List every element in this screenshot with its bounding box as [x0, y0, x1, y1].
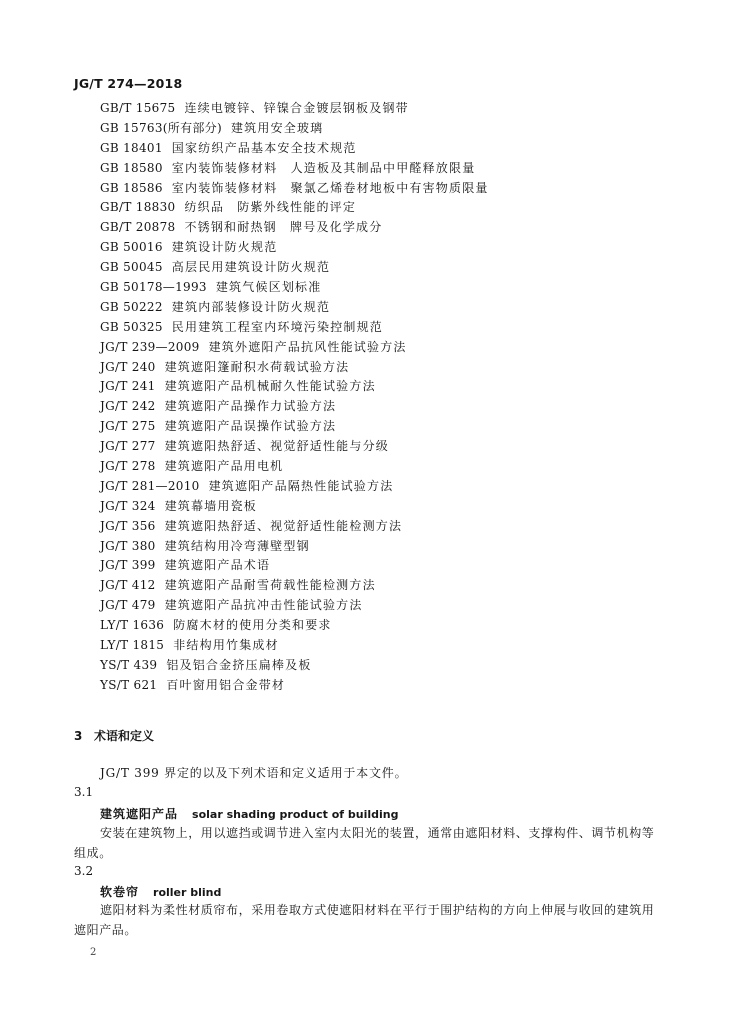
reference-title: 建筑遮阳产品机械耐久性能试验方法	[164, 379, 376, 394]
reference-code: GB 50325	[100, 319, 163, 334]
reference-title: 纺织品 防紫外线性能的评定	[184, 200, 357, 215]
reference-code: GB 50045	[100, 260, 163, 275]
reference-title: 民用建筑工程室内环境污染控制规范	[171, 319, 383, 334]
reference-item	[100, 298, 660, 318]
reference-item	[100, 179, 660, 199]
reference-item	[100, 537, 660, 557]
reference-item	[100, 159, 660, 179]
reference-code: GB/T 18830	[100, 200, 176, 215]
reference-item	[100, 517, 660, 537]
reference-code: JG/T 275	[100, 419, 156, 434]
reference-item	[100, 377, 660, 397]
section-title: 术语和定义	[94, 729, 155, 743]
reference-code: LY/T 1815	[100, 638, 165, 653]
reference-title: 建筑气候区划标准	[215, 280, 322, 295]
reference-title: 室内装饰装修材料 人造板及其制品中甲醛释放限量	[171, 160, 476, 175]
reference-code: JG/T 277	[100, 439, 156, 454]
reference-item	[100, 596, 660, 616]
reference-title: 防腐木材的使用分类和要求	[173, 618, 332, 633]
reference-title: 建筑结构用冷弯薄壁型钢	[164, 538, 310, 553]
reference-code: GB 15763(所有部分)	[100, 120, 222, 135]
reference-title: 建筑遮阳产品术语	[164, 558, 271, 573]
reference-title: 非结构用竹集成材	[173, 638, 279, 653]
term-definition: 遮阳材料为柔性材质帘布，采用卷取方式使遮阳材料在平行于围护结构的方向上伸展与收回的建筑用遮阳产品。	[74, 903, 655, 937]
reference-title: 百叶窗用铝合金带材	[166, 677, 286, 692]
reference-code: JG/T 240	[100, 359, 156, 374]
reference-code: GB 50178—1993	[100, 280, 207, 295]
reference-code: GB/T 15675	[100, 101, 176, 115]
reference-title: 国家纺织产品基本安全技术规范	[171, 140, 357, 155]
reference-item	[100, 258, 660, 278]
reference-title: 建筑遮阳产品耐雪荷载性能检测方法	[164, 578, 376, 593]
reference-title: 建筑遮阳产品误操作试验方法	[164, 419, 337, 434]
reference-item	[100, 636, 660, 656]
reference-code: GB 50222	[100, 299, 163, 314]
reference-title: 铝及铝合金挤压扁棒及板	[166, 657, 312, 672]
reference-title: 建筑遮阳产品用电机	[164, 459, 284, 474]
reference-item	[100, 656, 660, 676]
reference-item	[100, 99, 660, 119]
reference-code: YS/T 621	[100, 677, 158, 692]
reference-code: JG/T 239—2009	[100, 339, 200, 354]
term-number: 3.2	[74, 864, 94, 878]
term-english: roller blind	[153, 886, 222, 899]
reference-item	[100, 417, 660, 437]
term-heading	[100, 883, 221, 900]
term-number: 3.1	[74, 785, 94, 799]
reference-code: GB 18586	[100, 180, 163, 195]
reference-code: JG/T 242	[100, 399, 156, 414]
term-chinese: 建筑遮阳产品	[100, 807, 179, 821]
reference-code: GB/T 20878	[100, 220, 176, 235]
reference-item	[100, 318, 660, 338]
reference-title: 建筑外遮阳产品抗风性能试验方法	[208, 339, 407, 354]
reference-item	[100, 457, 660, 477]
reference-title: 建筑设计防火规范	[171, 240, 278, 255]
section-intro: JG/T 399 界定的以及下列术语和定义适用于本文件。	[100, 766, 408, 780]
reference-item	[100, 497, 660, 517]
reference-title: 建筑幕墙用瓷板	[164, 498, 257, 513]
reference-title: 建筑遮阳产品隔热性能试验方法	[208, 478, 394, 493]
term-definition: 安装在建筑物上，用以遮挡或调节进入室内太阳光的装置，通常由遮阳材料、支撑构件、调节机构等组成。	[74, 826, 655, 860]
reference-code: JG/T 412	[100, 578, 156, 593]
reference-title: 建筑用安全玻璃	[230, 120, 324, 135]
reference-code: JG/T 281—2010	[100, 478, 200, 493]
term-heading	[100, 805, 399, 822]
section-number: 3	[74, 729, 83, 743]
reference-title: 建筑遮阳产品抗冲击性能试验方法	[164, 598, 363, 613]
reference-title: 建筑遮阳热舒适、视觉舒适性能与分级	[164, 439, 389, 454]
reference-title: 高层民用建筑设计防火规范	[171, 260, 331, 275]
reference-item	[100, 238, 660, 258]
reference-item	[100, 139, 660, 159]
reference-code: GB 18580	[100, 160, 163, 175]
reference-item	[100, 198, 660, 218]
reference-item	[100, 437, 660, 457]
reference-item	[100, 119, 660, 139]
reference-item	[100, 616, 660, 636]
reference-code: JG/T 241	[100, 379, 156, 394]
reference-item	[100, 358, 660, 378]
reference-item	[100, 397, 660, 417]
reference-code: GB 50016	[100, 240, 163, 255]
reference-item	[100, 278, 660, 298]
term-chinese: 软卷帘	[100, 885, 140, 899]
reference-title: 建筑遮阳热舒适、视觉舒适性能检测方法	[164, 518, 403, 533]
reference-title: 建筑内部装修设计防火规范	[171, 299, 331, 314]
reference-title: 连续电镀锌、锌镍合金镀层钢板及钢带	[184, 101, 409, 115]
reference-title: 不锈钢和耐热钢 牌号及化学成分	[184, 220, 383, 235]
reference-code: JG/T 380	[100, 538, 156, 553]
normative-references-list	[100, 99, 660, 696]
standard-id-header: JG/T 274—2018	[74, 76, 183, 91]
reference-title: 室内装饰装修材料 聚氯乙烯卷材地板中有害物质限量	[171, 180, 489, 195]
reference-code: YS/T 439	[100, 657, 158, 672]
reference-code: JG/T 324	[100, 498, 156, 513]
page-number: 2	[90, 947, 97, 958]
reference-item	[100, 556, 660, 576]
reference-code: JG/T 356	[100, 518, 156, 533]
reference-code: JG/T 479	[100, 598, 156, 613]
reference-code: LY/T 1636	[100, 618, 165, 633]
reference-title: 建筑遮阳篷耐积水荷载试验方法	[164, 359, 350, 374]
reference-item	[100, 676, 660, 696]
reference-code: GB 18401	[100, 140, 163, 155]
reference-item	[100, 477, 660, 497]
term-english: solar shading product of building	[192, 808, 399, 821]
reference-item	[100, 338, 660, 358]
reference-title: 建筑遮阳产品操作力试验方法	[164, 399, 337, 414]
section-heading	[74, 727, 154, 744]
reference-code: JG/T 278	[100, 459, 156, 474]
reference-item	[100, 218, 660, 238]
reference-code: JG/T 399	[100, 558, 156, 573]
reference-item	[100, 576, 660, 596]
